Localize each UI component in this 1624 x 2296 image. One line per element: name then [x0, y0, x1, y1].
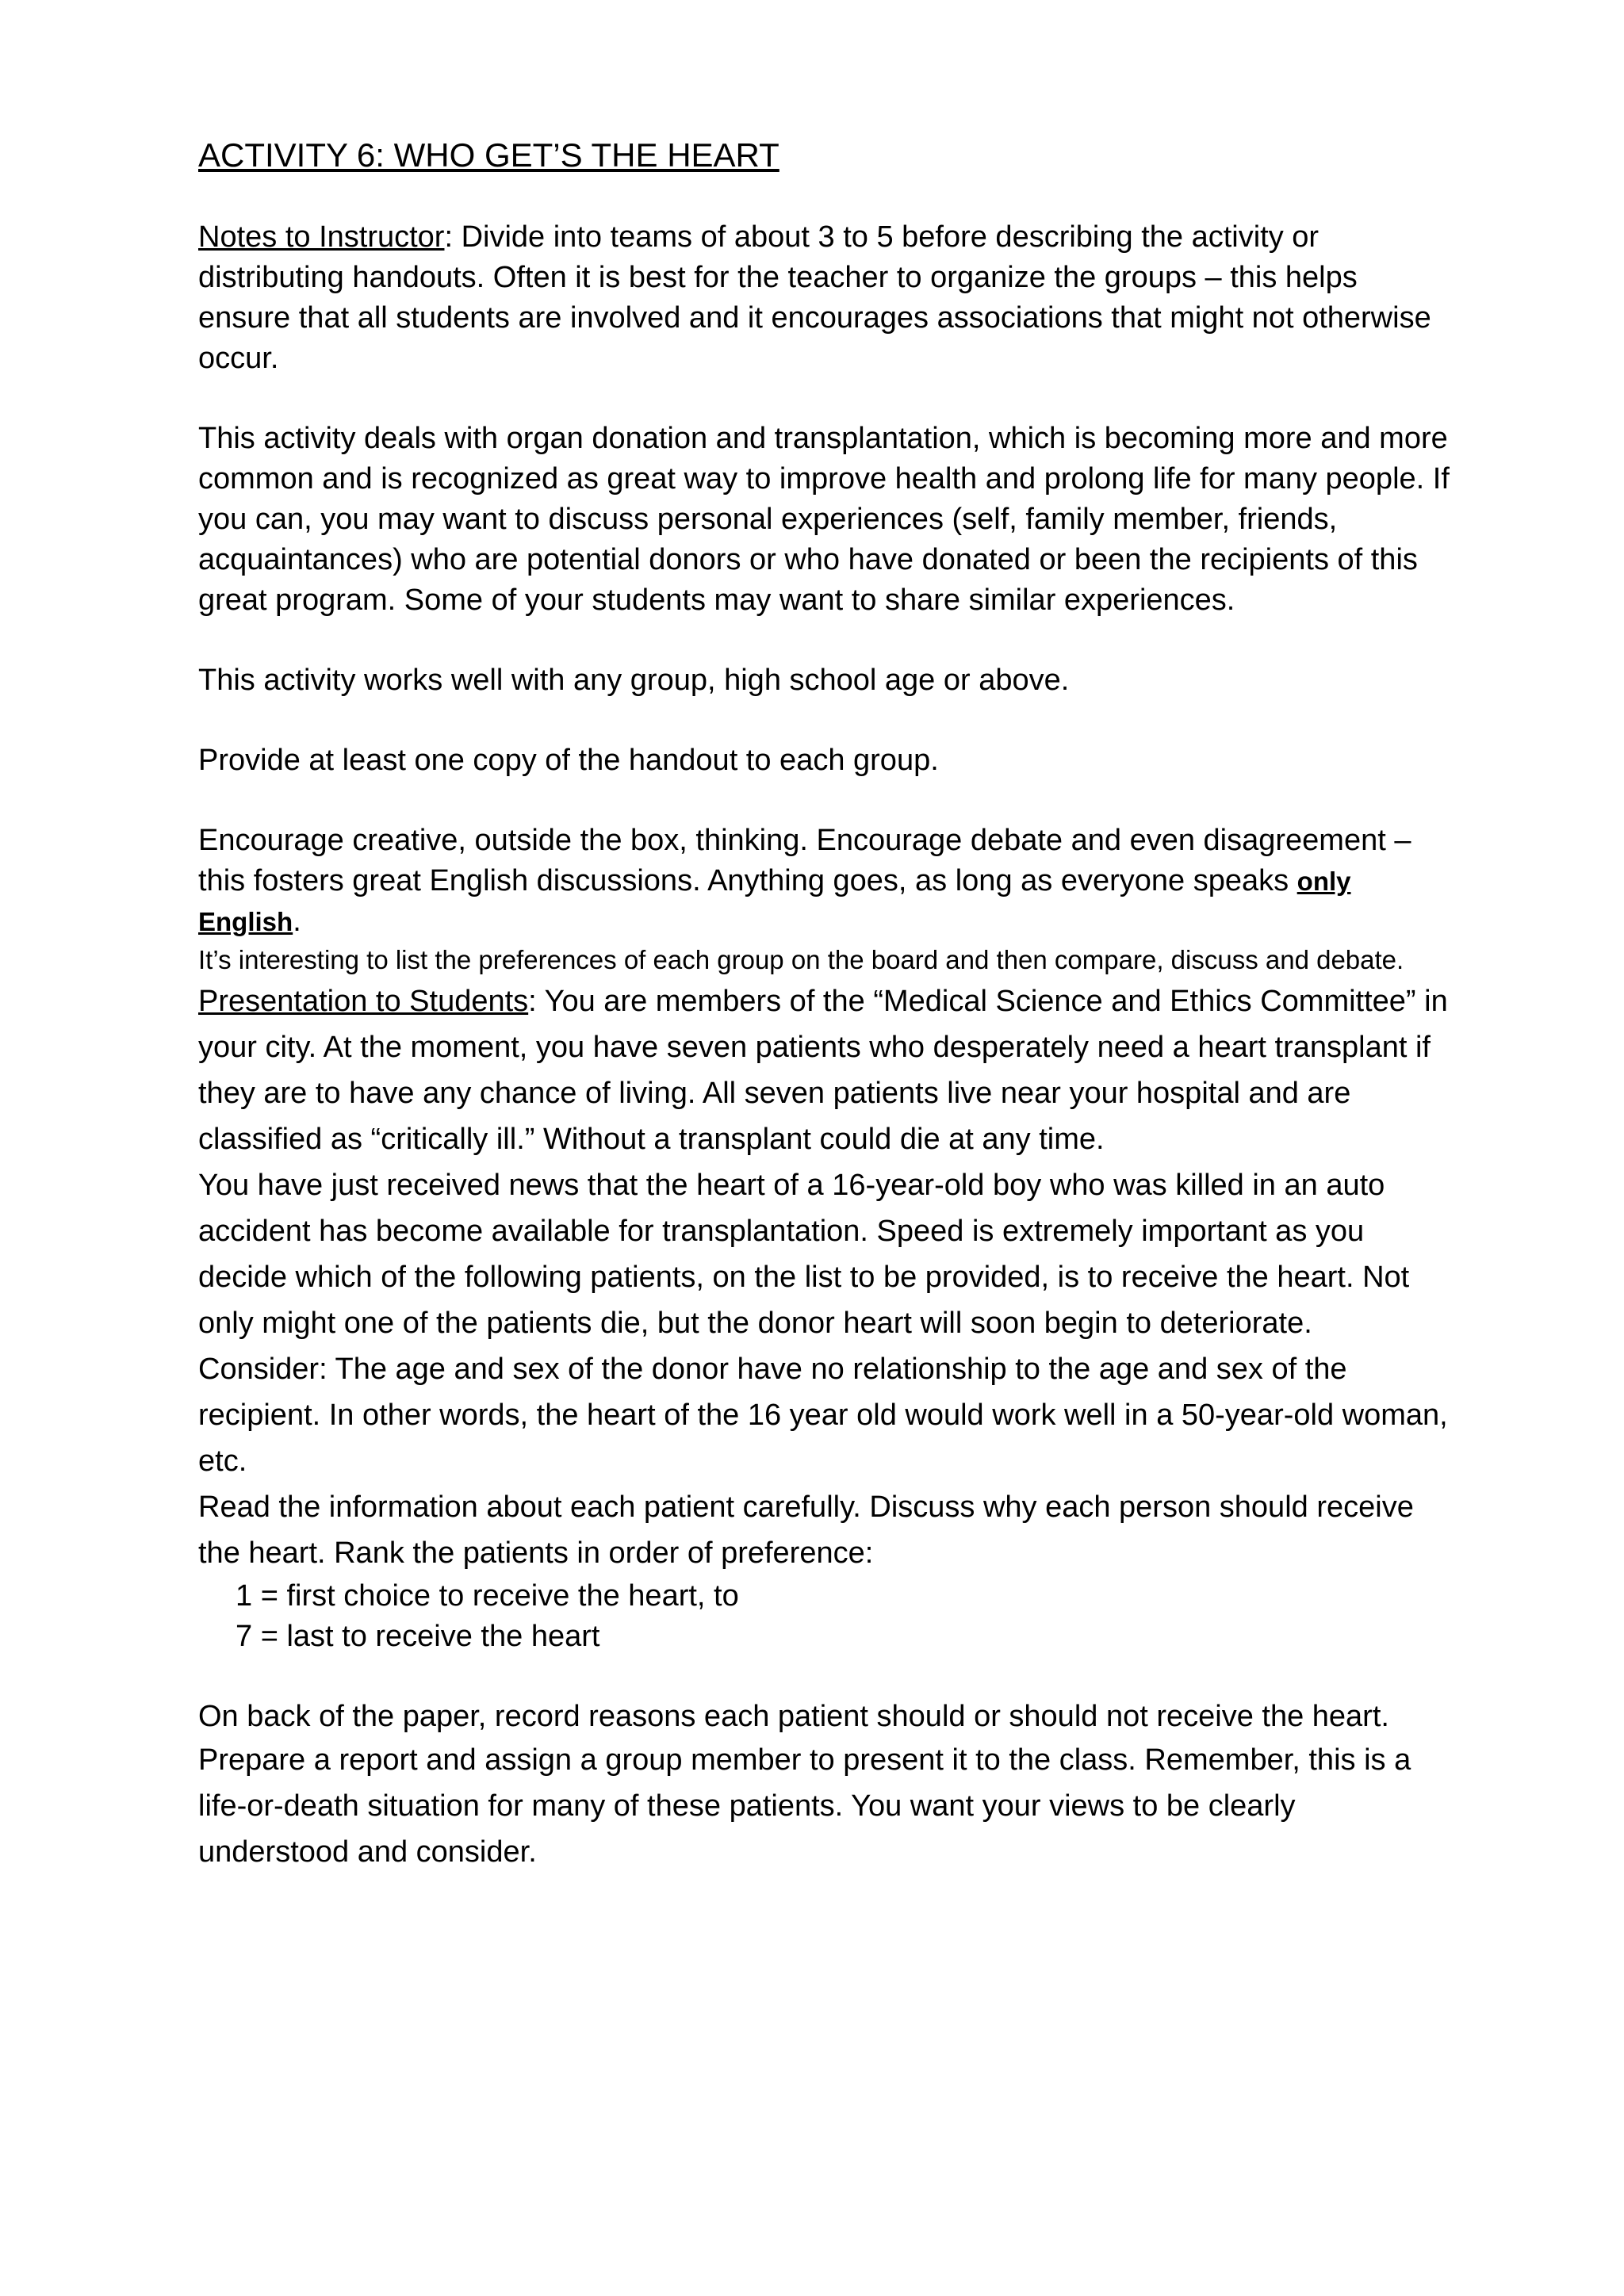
organ-donation-paragraph: This activity deals with organ donation and transplantation, which is becoming more and more common and is recognized as great way to improve health and prolong life for many people. If you can, you may want to discuss personal experiences (self, family member, friends, acquaintances) who are potential donors or who have donated or been the recipients of this great program. Some of your students may want to share similar experiences.	[198, 422, 1450, 617]
presentation-text: : You are members of the “Medical Science and Ethics Committee” in your city. At the moment, you have seven patients who desperately need a heart transplant if they are to have any chance of living. All seven patients live near your hospital and are classified as “critically ill.” Without a transplant could die at any time.	[198, 985, 1448, 1156]
preferences-paragraph: It’s interesting to list the preferences of each group on the board and then compare, discuss and debate.	[198, 945, 1404, 974]
read-paragraph: Read the information about each patient carefully. Discuss why each person should receive the heart. Rank the patients in order of preference:	[198, 1490, 1414, 1570]
list-item: 7 = last to receive the heart	[236, 1620, 600, 1653]
encourage-end: .	[293, 905, 301, 938]
presentation-label: Presentation to Students	[198, 985, 529, 1018]
report-paragraph: Prepare a report and assign a group member to present it to the class. Remember, this is a life-or-death situation for many of these patients. You want your views to be clearly understood and consider.	[198, 1743, 1411, 1869]
notes-paragraph	[198, 217, 1451, 379]
page-title: ACTIVITY 6: WHO GET’S THE HEART	[198, 136, 779, 174]
ranking-list	[198, 1576, 1451, 1657]
notes-text: : Divide into teams of about 3 to 5 before describing the activity or distributing handouts. Often it is best for the teacher to organize the groups – this helps ensure that all students are involved and it encourages associations that might not otherwise occur.	[198, 220, 1431, 375]
only-english-emphasis: only English	[198, 867, 1351, 936]
news-paragraph: You have just received news that the heart of a 16-year-old boy who was killed in an auto accident has become available for transplantation. Speed is extremely important as you decide which of the following patients, on the list to be provided, is to receive the heart. Not only might one of the patients die, but the donor heart will soon begin to deteriorate.	[198, 1169, 1410, 1340]
group-paragraph: This activity works well with any group, high school age or above.	[198, 664, 1070, 697]
encourage-text: Encourage creative, outside the box, thinking. Encourage debate and even disagreement – this fosters great English discussions. Anything goes, as long as everyone speaks	[198, 824, 1411, 897]
list-item: 1 = first choice to receive the heart, to	[236, 1579, 739, 1613]
presentation-paragraph	[198, 978, 1451, 1162]
consider-paragraph: Consider: The age and sex of the donor have no relationship to the age and sex of the recipient. In other words, the heart of the 16 year old would work well in a 50-year-old woman, etc.	[198, 1353, 1448, 1478]
handout-paragraph: Provide at least one copy of the handout to each group.	[198, 744, 939, 777]
encourage-paragraph	[198, 821, 1451, 942]
document-page	[198, 135, 1451, 1875]
notes-label: Notes to Instructor	[198, 220, 445, 254]
back-paragraph: On back of the paper, record reasons each patient should or should not receive the heart.	[198, 1700, 1389, 1733]
